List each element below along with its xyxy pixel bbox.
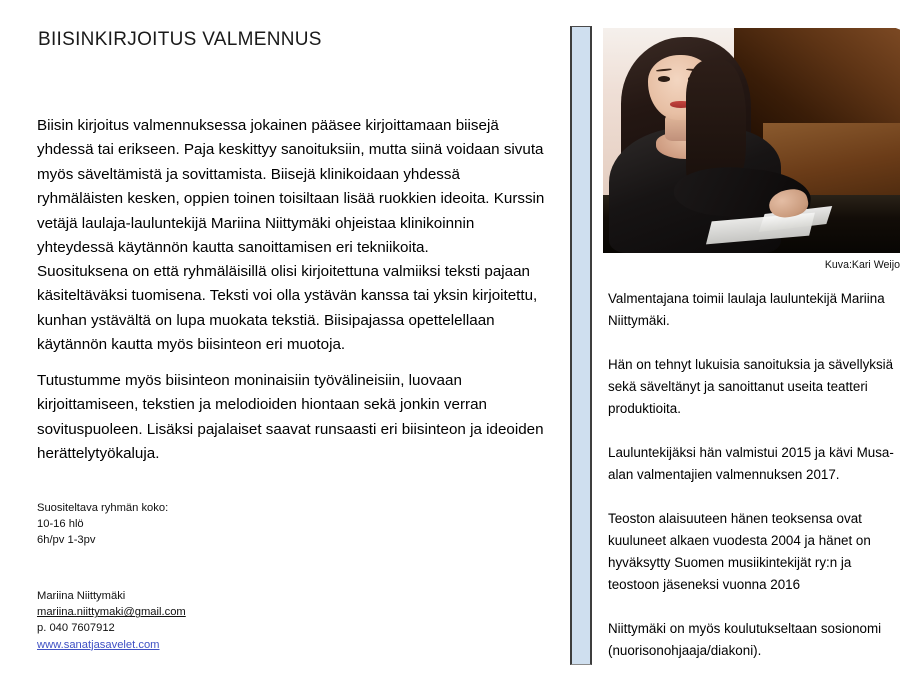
right-paragraph-3: Lauluntekijäksi hän valmistui 2015 ja kävi Musa-alan valmentajien valmennuksen 2017. [608,445,894,482]
contact-phone: p. 040 7607912 [37,622,115,635]
contact-block [37,588,297,653]
contact-name: Mariina Niittymäki [37,590,126,602]
right-paragraph-2: Hän on tehnyt lukuisia sanoituksia ja sävellyksiä sekä säveltänyt ja sanoittanut useita teatteri produktioita. [608,357,894,416]
body-paragraph-1: Biisin kirjoitus valmennuksessa jokainen pääsee kirjoittamaan biisejä yhdessä tai erikseen. Paja keskittyy sanoituksiin, mutta siinä voidaan sivuta myös säveltämistä ja sovittamista. Biisejä klinikoidaan yhdessä ryhmäläisten kesken, oppien toinen toisiltaan lisää ruokkien ideoita. Kurssin vetäjä laulaja-lauluntekijä Mariina Niittymäki ohjeistaa klinikoinnin yhteydessä käytännön kautta sanoittamisen eri tekniikoita. [37,117,545,257]
photo-caption: Kuva:Kari Weijo [824,259,900,271]
contact-email-link[interactable]: mariina.niittymaki@gmail.com [37,606,186,619]
course-duration-value: 6h/pv 1-3pv [37,534,96,547]
portrait-photo [603,28,900,253]
photo-image [603,28,900,253]
right-paragraph-1: Valmentajana toimii laulaja lauluntekijä Mariina Niittymäki. [608,291,885,328]
group-size-value: 10-16 hlö [37,518,84,531]
body-paragraph-2: Suosituksena on että ryhmäläisillä olisi kirjoitettuna valmiiksi teksti pajaan käsiteltäväksi tuomisena. Teksti voi olla ystävän kanssa tai yksin kirjoitettu, kunhan ystävältä on lupa muokata tekstiä. Biisipajassa opettelellaan käytännön kautta myös biisinteon eri muotoja. [37,263,538,354]
right-paragraph-5: Niittymäki on myös koulutukseltaan sosionomi (nuorisonohjaaja/diakoni). [608,621,882,658]
group-size-label: Suositeltava ryhmän koko: [37,502,169,514]
right-column [608,288,896,662]
vertical-divider-bar [570,26,592,665]
group-size-info [37,500,297,549]
right-paragraph-4: Teoston alaisuuteen hänen teoksensa ovat kuuluneet alkaen vuodesta 2004 ja hänet on hyväksytty Suomen musiikintekijät ry:n ja teostoon jäseneksi vuonna 2016 [608,511,871,592]
page-title: BIISINKIRJOITUS VALMENNUS [38,29,322,50]
left-column-header [37,28,552,52]
contact-website-link[interactable]: www.sanatjasavelet.com [37,638,160,651]
body-paragraph-3: Tutustumme myös biisinteon moninaisiin työvälineisiin, luovaan kirjoittamiseen, tekstien ja melodioiden hiontaan sekä jonkin verran sovituspuoleen. Lisäksi pajalaiset saavat runsaasti eri biisinteon ja ideoiden herättelytyökaluja. [37,372,544,463]
